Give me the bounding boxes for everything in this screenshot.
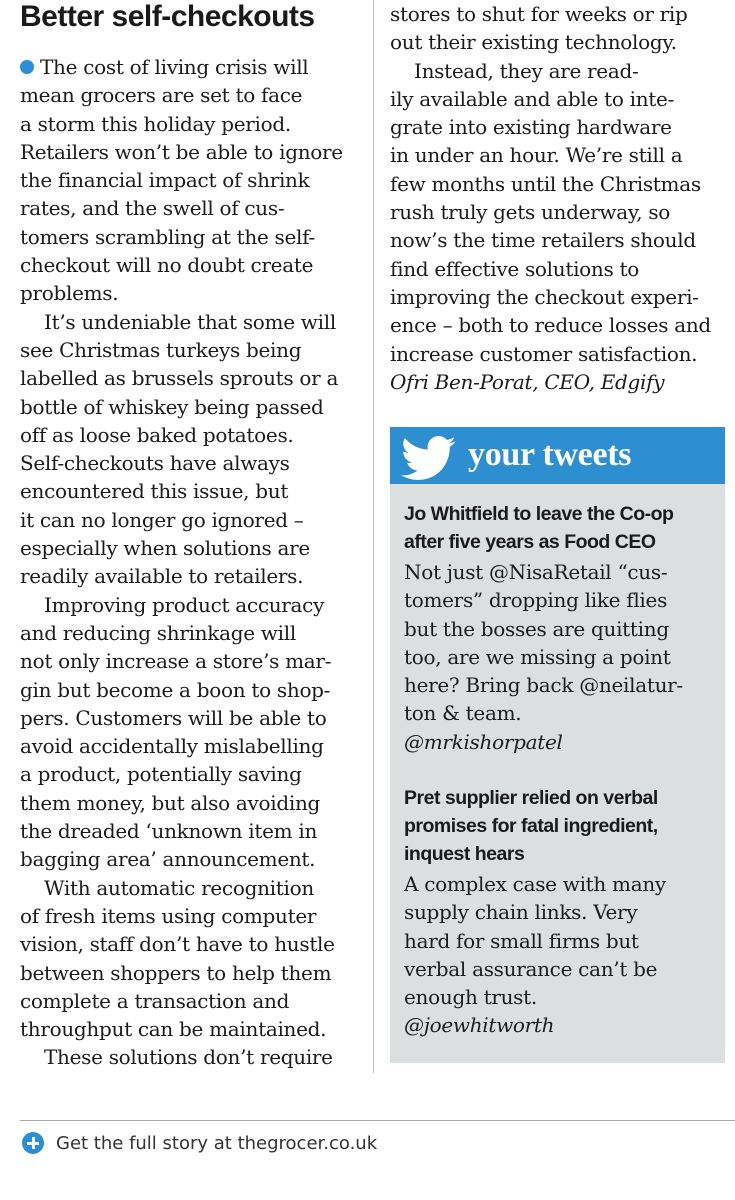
tweet-body: Not just @NisaRetail “cus- tomers” dropping like flies but the bosses are quitting too, are we missing a point here? Bring back @neilatur- ton & team. @mrkishorpatel [404,558,722,756]
article-line: mean grocers are set to face [20,83,303,108]
article-heading: Better self-checkouts [20,0,315,33]
tweet-handle: @mrkishorpatel [404,729,563,754]
article-line: readily available to retailers. [20,564,304,589]
article-line: ence – both to reduce losses and [390,313,711,338]
article-line: tomers scrambling at the self- [20,224,315,249]
article-line: a product, potentially saving [20,762,302,787]
article-line: the dreaded ‘unknown item in [20,819,318,844]
article-line: It’s undeniable that some will [44,309,336,334]
article-line: The cost of living crisis will [20,53,365,81]
article-line: them money, but also avoiding [20,790,321,815]
footer-divider [20,1120,735,1121]
article-line: see Christmas turkeys being [20,337,302,362]
article-line: Improving product accuracy [44,592,325,617]
article-line: it can no longer go ignored – [20,507,304,532]
twitter-bird-icon [400,436,458,482]
tweets-header [390,427,725,484]
article-line: between shoppers to help them [20,960,332,985]
article-line: checkout will no doubt create [20,253,314,278]
article-line: bagging area’ announcement. [20,847,316,872]
tweet-handle: @joewhitworth [404,1013,555,1038]
article-line: the financial impact of shrink [20,168,310,193]
article-line: grate into existing hardware [390,115,672,140]
tweet-body: A complex case with many supply chain links. Very hard for small firms but verbal assurance can’t be enough trust. @joewhitworth [404,870,722,1040]
article-body-left [20,53,365,1072]
tweet-item [404,500,722,756]
plus-circle-icon [22,1132,44,1154]
article-line: ily available and able to inte- [390,86,675,111]
article-body-right [390,0,726,396]
article-line: of fresh items using computer [20,903,317,928]
article-line: throughput can be maintained. [20,1017,327,1042]
article-line: labelled as brussels sprouts or a [20,366,339,391]
article-line: not only increase a store’s mar- [20,649,332,674]
article-line: rush truly gets underway, so [390,200,671,225]
article-line: Self-checkouts have always [20,451,290,476]
article-line: Retailers won’t be able to ignore [20,139,343,164]
tweet-headline[interactable]: Jo Whitfield to leave the Co-op after five years as Food CEO [404,503,674,553]
article-line: off as loose baked potatoes. [20,422,294,447]
article-line: few months until the Christmas [390,171,701,196]
article-line: complete a transaction and [20,988,290,1013]
tweet-item [404,784,722,1040]
article-line: Instead, they are read- [414,58,639,83]
article-line: a storm this holiday period. [20,111,291,136]
article-line: increase customer satisfaction. [390,341,698,366]
blue-dot-icon [20,60,34,74]
article-line: bottle of whiskey being passed [20,394,324,419]
article-line: in under an hour. We’re still a [390,143,683,168]
article-line: improving the checkout experi- [390,284,699,309]
footer-text: Get the full story at thegrocer.co.uk [56,1132,378,1154]
article-line: These solutions don’t require [44,1045,333,1070]
column-divider [373,0,374,1073]
footer-link[interactable] [22,1130,377,1156]
article-line: and reducing shrinkage will [20,620,296,645]
your-tweets-panel [390,427,725,1063]
article-line: stores to shut for weeks or rip [390,2,688,26]
article-line: now’s the time retailers should [390,228,696,253]
article-line: gin but become a boon to shop- [20,677,331,702]
article-line: find effective solutions to [390,256,639,281]
article-line: problems. [20,281,119,306]
article-left-column [20,0,365,1070]
tweet-headline[interactable]: Pret supplier relied on verbal promises for fatal ingredient, inquest hears [404,787,658,865]
article-line: encountered this issue, but [20,479,289,504]
article-line: pers. Customers will be able to [20,705,327,730]
article-byline: Ofri Ben-Porat, CEO, Edgify [390,369,665,394]
article-line: rates, and the swell of cus- [20,196,285,221]
article-line: avoid accidentally mislabelling [20,734,324,759]
tweets-title: your tweets [468,436,632,473]
article-line: With automatic recognition [44,875,314,900]
article-line: vision, staff don’t have to hustle [20,932,335,957]
article-line: out their existing technology. [390,30,677,55]
article-line: especially when solutions are [20,536,310,561]
